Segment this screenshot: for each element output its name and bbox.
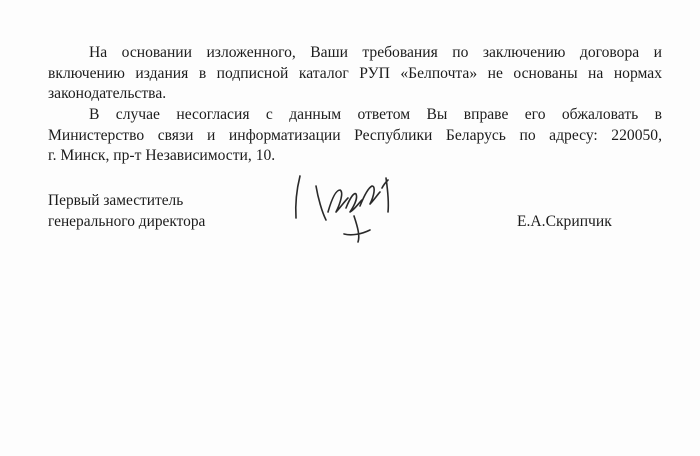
paragraph-line: На основании изложенного, Ваши требования по заключению договора и [89,44,662,61]
paragraph-appeal [48,105,662,167]
signatory-title-line: генерального директора [48,212,206,230]
handwritten-signature [288,168,398,248]
paragraph-line: включению издания в подписной каталог РУП «Белпочта» не основаны на нормах [48,64,662,82]
signatory-title-line: Первый заместитель [48,192,184,209]
signatory-title [48,191,205,232]
paragraph-grounds [48,43,662,105]
paragraph-line: г. Минск, пр-т Независимости, 10. [48,147,276,164]
paragraph-line: законодательства. [48,85,167,102]
signer-name: Е.А.Скрипчик [517,213,612,230]
paragraph-line: Министерство связи и информатизации Республики Беларусь по адресу: 220050, [48,126,662,144]
paragraph-line: В случае несогласия с данным ответом Вы вправе его обжаловать в [89,106,662,123]
